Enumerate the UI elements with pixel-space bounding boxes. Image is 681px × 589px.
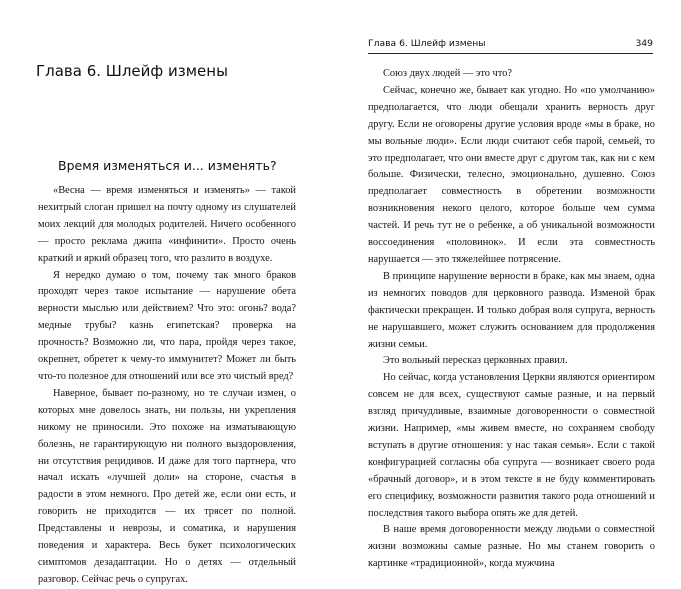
right-page	[341, 0, 681, 570]
paragraph: Это вольный пересказ церковных правил.	[383, 355, 568, 367]
section-title: Время изменяться и... изменять?	[58, 158, 277, 173]
paragraph: Я нередко думаю о том, почему так много браков проходят через такое испытание — нарушение обета верности мыслью или действием? Что это: огонь? вода? медные трубы? казнь египетская? проверка на прочность? Возможно ли, что пара, пройдя через такое, окрепнет, обретет к чему-то иммунитет? Может ли быть что-то полезное для отношений или все это чистый вред?	[38, 269, 296, 382]
paragraph: «Весна — время изменяться и изменять» — такой нехитрый слоган пришел на почту одному из слушателей моих лекций для молодых родителей. Ничего особенного — просто реклама джипа «инфинити». Просто очень краткий и яркий образец того, что разлито в воздухе.	[38, 185, 296, 264]
paragraph: Но сейчас, когда установления Церкви являются ориентиром совсем не для всех, существуют самые разные, и на первый взгляд причудливые, взаимные договоренности о совместной жизни. Например, «мы живем вместе, но сохраняем свободу вступать в другие отношения: у нас такая семья». Если с такой конфигурацией согласны оба супруга — возникает своего рода «брачный договор», и в этом тексте я не буду комментировать его специфику, возможности развития такого рода отношений и последствия такого выбора опять же для детей.	[368, 372, 655, 519]
running-head-title: Глава 6. Шлейф измены	[368, 38, 486, 49]
paragraph: Наверное, бывает по-разному, но те случаи измен, о которых мне довелось знать, ни пользы, ни укрепления никому не приносили. Это похоже на изматывающую болезнь, не гарантирующую ни полного выздоровления, ни отсутствия рецидивов. И даже для того партнера, что начал искать «лучшей доли» на стороне, счастья в радости в этом немного. Про детей же, если они есть, и говорить не приходится — их трясет по полной. Представлены и неврозы, и соматика, и нарушения поведения и характера. Весь букет психологических симптомов дезадаптации. Но о детях — отдельный разговор. Сейчас речь о супругах.	[38, 387, 296, 585]
left-body-text	[38, 183, 296, 589]
right-body-text	[368, 66, 655, 573]
chapter-title: Глава 6. Шлейф измены	[36, 62, 228, 80]
running-head	[368, 37, 653, 54]
page-number: 349	[635, 38, 653, 49]
paragraph: В наше время договоренности между людьми о совместной жизни возможны самые разные. Но мы станем говорить о картинке «традиционной», когда мужчина	[368, 524, 655, 570]
left-page	[0, 0, 340, 585]
paragraph: В принципе нарушение верности в браке, как мы знаем, одна из немногих поводов для церковного развода. Изменой брак фактически прекращен. И только добрая воля супруга, верность не нарушавшего, может служить основанием для продолжения жизни семьи.	[368, 270, 655, 350]
paragraph: Союз двух людей — это что?	[383, 68, 512, 79]
paragraph: Сейчас, конечно же, бывает как угодно. Но «по умолчанию» предполагается, что люди обещали хранить верность друг другу. Если не оговорены другие условия вроде «мы в браке, но мы вольные люди». Если люди считают себя парой, семьей, то это предполагает, что они вместе друг с другом так, как ни с кем больше. Физически, телесно, эмоционально, душевно. Союз предполагает совместность в обретении возможности возникновения некого целого, которое больше чем сумма частей. И речь тут не о ребенке, а об уникальной возможности воссоединения «половинок». И если эта совместность нарушается — это тяжелейшее потрясение.	[368, 84, 655, 265]
